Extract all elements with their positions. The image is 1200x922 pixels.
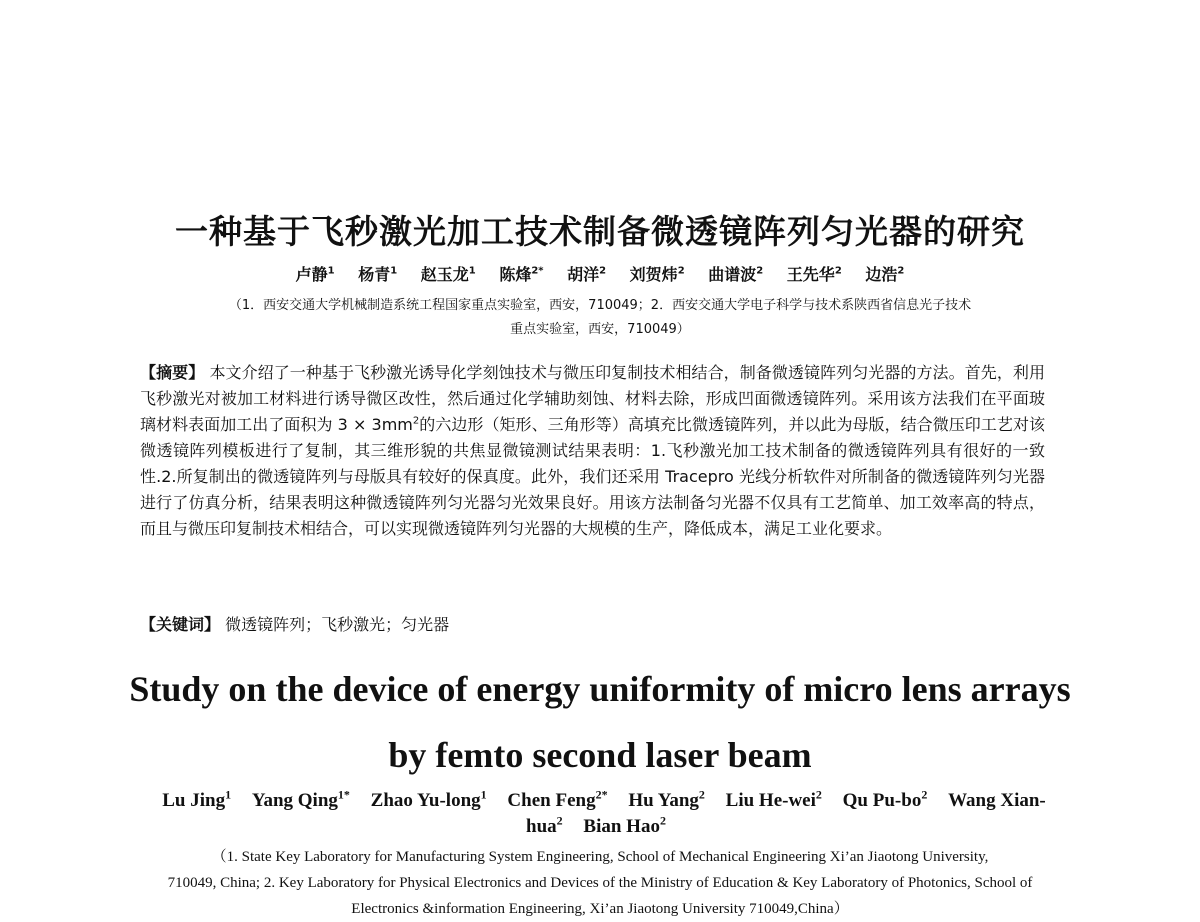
cn-author: 胡洋$^2$ [567, 265, 607, 284]
cn-affiliation-line: （1．西安交通大学机械制造系统工程国家重点实验室，西安，710049；2．西安交通大学电子科学与技术系陕西省信息光子技术 [228, 298, 972, 313]
cn-author: 刘贺炜$^2$ [629, 265, 685, 284]
chinese-affiliation [140, 294, 1060, 342]
abstract-label: 【摘要】 [140, 363, 205, 382]
cn-author: 边浩$^2$ [865, 265, 905, 284]
cn-author: 赵玉龙$^1$ [420, 265, 476, 284]
en-author: Yang Qing$^{1*}$ [251, 787, 350, 811]
en-author: Hu Yang$^2$ [628, 787, 705, 811]
en-affiliation-line: （1. State Key Laboratory for Manufacturing System Engineering, School of Mechanical Engineering Xi’an Jiaotong University, [211, 849, 989, 865]
cn-author: 陈烽$^{2*}$ [499, 265, 544, 284]
cn-author: 卢静$^1$ [295, 265, 335, 284]
chinese-keywords [140, 612, 1045, 638]
english-title-line-2: by femto second laser beam [388, 735, 812, 775]
keywords-text: 微透镜阵列；飞秒激光；匀光器 [225, 615, 450, 634]
keywords-label: 【关键词】 [140, 615, 221, 634]
english-affiliation [100, 844, 1100, 922]
abstract-superscript: 2 [412, 415, 420, 427]
en-author: Qu $Pu-bo^2$ [842, 787, 928, 811]
english-title-line-1: Study on the device of energy uniformity of micro lens arrays [129, 669, 1071, 709]
en-author: Wang Xian-hua$^2$ [526, 790, 1046, 837]
cn-affiliation-line: 重点实验室，西安，710049） [510, 322, 690, 337]
cn-author: 曲谱波$^2$ [708, 265, 764, 284]
english-author-list [140, 788, 1060, 840]
en-affiliation-line: 710049, China; 2. Key Laboratory for Physical Electronics and Devices of the Ministry of Education & Key Laboratory of Photonics, School of [167, 875, 1033, 891]
abstract-text: 本文介绍了一种基于飞秒激光诱导化学刻蚀技术与微压印复制技术相结合，制备微透镜阵列匀光器的方法。首先，利用飞秒激光对被加工材料进行诱导微区改性，然后通过化学辅助刻蚀、材料去除，形成凹面微透镜阵列。采用该方法我们在平面玻璃材料表面加工出了面积为 3 × 3mm [140, 363, 1045, 434]
abstract-text-continued: 的六边形（矩形、三角形等）高填充比微透镜阵列，并以此为母版，结合微压印工艺对该微透镜阵列模板进行了复制，其三维形貌的共焦显微镜测试结果表明：1.飞秒激光加工技术制备的微透镜阵列具有很好的一致性.2.所复制出的微透镜阵列与母版具有较好的保真度。此外，我们还采用 Tracepro 光线分析软件对所制备的微透镜阵列匀光器进行了仿真分析，结果表明这种微透镜阵列匀光器匀光效果良好。用该方法制备匀光器不仅具有工艺简单、加工效率高的特点，而且与微压印复制技术相结合，可以实现微透镜阵列匀光器的大规模的生产，降低成本，满足工业化要求。 [140, 415, 1045, 538]
en-author: Liu He-wei$^2$ [725, 787, 822, 811]
en-author: Bian Hao$^2$ [583, 813, 666, 837]
cn-author: 杨青$^1$ [358, 265, 398, 284]
chinese-abstract [140, 360, 1045, 542]
en-author: Zhao Yu-long$^1$ [370, 787, 487, 811]
chinese-title: 一种基于飞秒激光加工技术制备微透镜阵列匀光器的研究 [175, 212, 1025, 251]
chinese-author-list [0, 262, 1200, 285]
en-author: Chen Feng$^{2*}$ [507, 787, 608, 811]
en-affiliation-line: Electronics &information Engineering, Xi’an Jiaotong University 710049,China） [351, 901, 849, 917]
cn-author: 王先华$^2$ [786, 265, 842, 284]
en-author: Lu Jing$^1$ [162, 787, 232, 811]
